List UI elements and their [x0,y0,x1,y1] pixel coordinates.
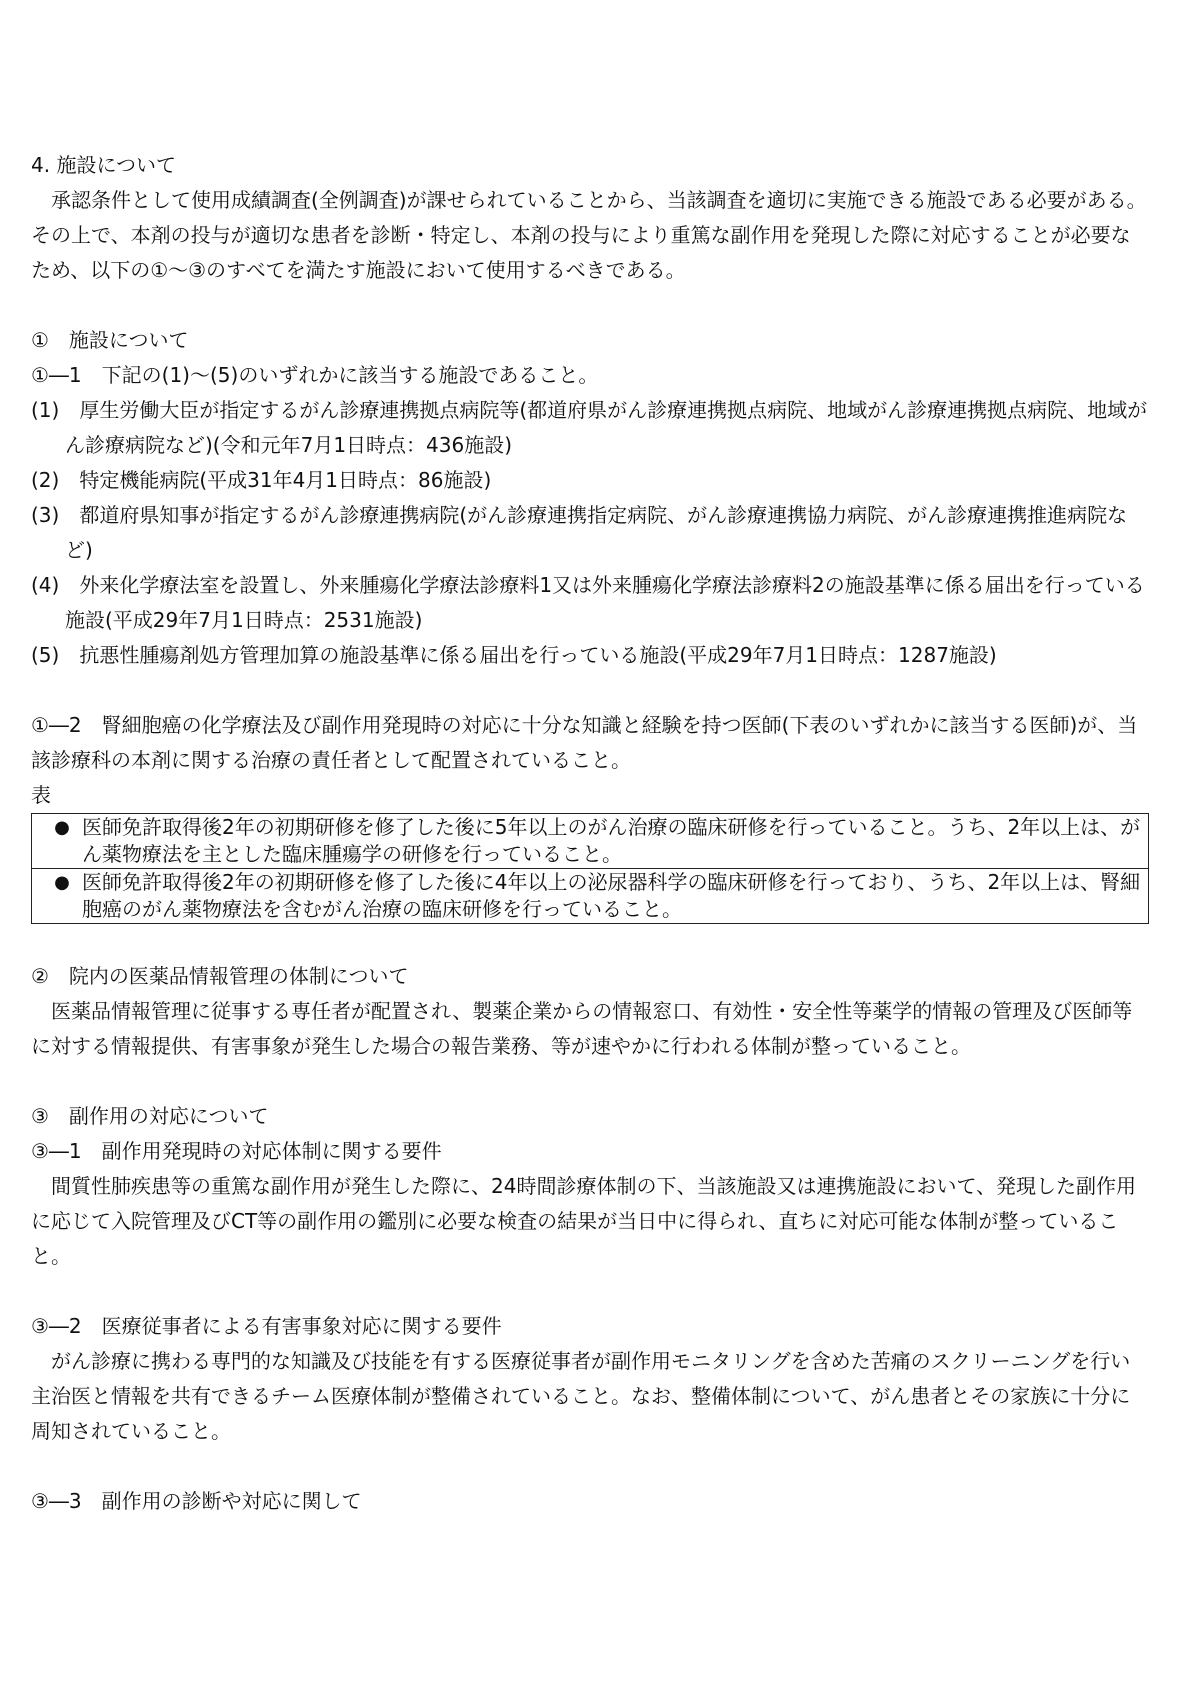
section-1-heading: ① 施設について [31,328,189,352]
facility-item-1: (1) 厚生労働大臣が指定するがん診療連携拠点病院等(都道府県がん診療連携拠点病院、地域がん診療連携拠点病院、地域がん診療病院など)(令和元年7月1日時点：436施設) [31,398,1148,457]
section-1-2-text: ①―2 腎細胞癌の化学療法及び副作用発現時の対応に十分な知識と経験を持つ医師(下表のいずれかに該当する医師)が、当該診療科の本剤に関する治療の責任者として配置されていること。 [31,713,1138,772]
section-2-heading: ② 院内の医薬品情報管理の体制について [31,964,409,988]
spacer [31,673,1149,708]
facility-item-2: (2) 特定機能病院(平成31年4月1日時点：86施設) [31,468,492,492]
requirement-text: 医師免許取得後2年の初期研修を修了した後に4年以上の泌尿器科学の臨床研修を行っており、うち、2年以上は、腎細胞癌のがん薬物療法を含むがん治療の臨床研修を行っていること。 [82,870,1141,921]
document-page [31,148,1149,1519]
table-label: 表 [31,783,51,807]
spacer [31,1274,1149,1309]
section-2-body: 医薬品情報管理に従事する専任者が配置され、製薬企業からの情報窓口、有効性・安全性等薬学的情報の管理及び医師等に対する情報提供、有害事象が発生した場合の報告業務、等が速やかに行われる体制が整っていること。 [31,999,1133,1058]
requirement-text: 医師免許取得後2年の初期研修を修了した後に5年以上のがん治療の臨床研修を行っていること。うち、2年以上は、がん薬物療法を主とした臨床腫瘍学の研修を行っていること。 [82,815,1141,866]
spacer [31,1449,1149,1484]
section-4-heading: 4. 施設について [31,153,177,177]
facility-item-4: (4) 外来化学療法室を設置し、外来腫瘍化学療法診療料1又は外来腫瘍化学療法診療料2の施設基準に係る届出を行っている施設(平成29年7月1日時点：2531施設) [31,573,1145,632]
table-row [32,869,1149,924]
section-3-2-heading: ③―2 医療従事者による有害事象対応に関する要件 [31,1314,502,1338]
section-1-1-heading: ①―1 下記の(1)～(5)のいずれかに該当する施設であること。 [31,363,599,387]
facility-item-3: (3) 都道府県知事が指定するがん診療連携病院(がん診療連携指定病院、がん診療連携協力病院、がん診療連携推進病院など) [31,503,1128,562]
section-3-1-body: 間質性肺疾患等の重篤な副作用が発生した際に、24時間診療体制の下、当該施設又は連携施設において、発現した副作用に応じて入院管理及びCT等の副作用の鑑別に必要な検査の結果が当日中に得られ、直ちに対応可能な体制が整っていること。 [31,1174,1137,1268]
spacer [31,924,1149,959]
section-3-3-heading: ③―3 副作用の診断や対応に関して [31,1489,362,1513]
bullet-icon: ● [54,872,70,893]
section-3-2-body: がん診療に携わる専門的な知識及び技能を有する医療従事者が副作用モニタリングを含めた苦痛のスクリーニングを行い主治医と情報を共有できるチーム医療体制が整備されていること。なお、整備体制について、がん患者とその家族に十分に周知されていること。 [31,1349,1131,1443]
section-4-intro: 承認条件として使用成績調査(全例調査)が課せられていることから、当該調査を適切に実施できる施設である必要がある。その上で、本剤の投与が適切な患者を診断・特定し、本剤の投与により重篤な副作用を発現した際に対応することが必要なため、以下の①～③のすべてを満たす施設において使用するべきである。 [31,188,1147,282]
section-3-heading: ③ 副作用の対応について [31,1104,269,1128]
spacer [31,1064,1149,1099]
facility-item-5: (5) 抗悪性腫瘍剤処方管理加算の施設基準に係る届出を行っている施設(平成29年7月1日時点：1287施設) [31,643,997,667]
section-3-1-heading: ③―1 副作用発現時の対応体制に関する要件 [31,1139,442,1163]
physician-requirements-table [31,813,1149,924]
spacer [31,288,1149,323]
table-row [32,814,1149,869]
bullet-icon: ● [54,817,70,838]
